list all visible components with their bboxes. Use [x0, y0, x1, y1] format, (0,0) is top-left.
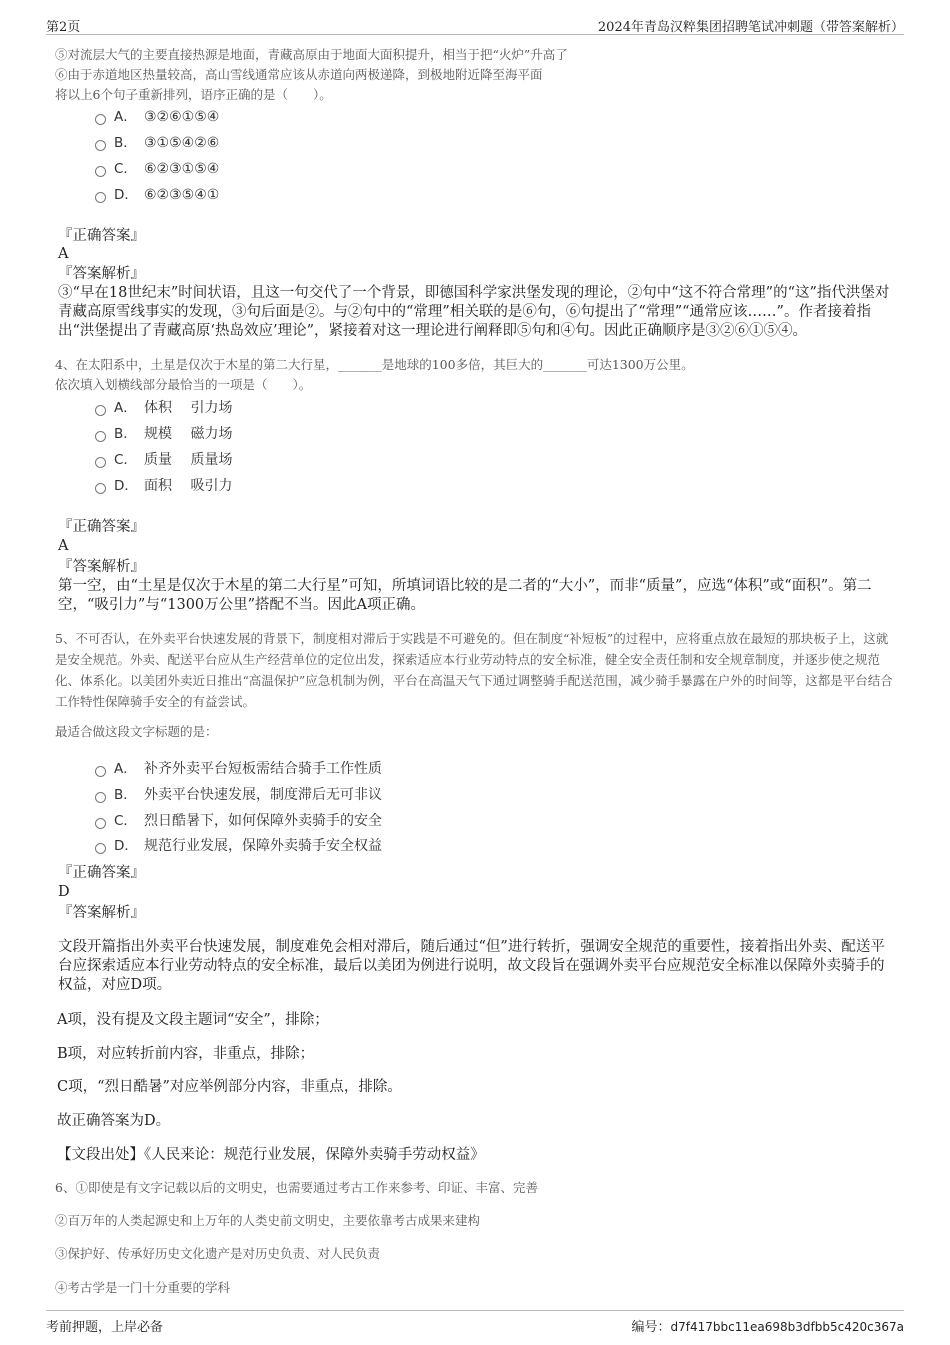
q5-answer-label: 『正确答案』 — [58, 865, 145, 881]
q5-option-c[interactable]: C． 烈日酷暑下，如何保障外卖骑手的安全 — [95, 811, 382, 831]
q4-option-c[interactable]: C． 质量 质量场 — [95, 450, 232, 470]
radio-icon[interactable] — [95, 405, 106, 416]
radio-icon[interactable] — [95, 483, 106, 494]
q5-conclusion: 故正确答案为D。 — [57, 1113, 171, 1129]
radio-icon[interactable] — [95, 166, 106, 177]
q5-analysis: 文段开篇指出外卖平台快速发展，制度难免会相对滞后，随后通过“但”进行转折，强调安全规范的重要性，接着指出外卖、配送平台应探索适应本行业劳动特点的安全标准，最后以美团为例进行说明，故文段旨在强调外卖平台应规范安全标准以保障外卖骑手的权益，对应D项。 — [58, 939, 885, 993]
q3-option-d[interactable]: D． ⑥②③⑤④① — [95, 185, 219, 205]
radio-icon[interactable] — [95, 114, 106, 125]
radio-icon[interactable] — [95, 431, 106, 442]
q4-analysis: 第一空，由“土星是仅次于木星的第二大行星”可知，所填词语比较的是二者的“大小”，而非“质量”，应选“体积”或“面积”。第二空，“吸引力”与“1300万公里”搭配不当。因此A项正确。 — [58, 578, 872, 613]
page-header — [46, 14, 904, 35]
q3-answer-label: 『正确答案』 — [58, 228, 145, 244]
radio-icon[interactable] — [95, 457, 106, 468]
radio-icon[interactable] — [95, 792, 106, 803]
q5-passage: 5、不可否认，在外卖平台快速发展的背景下，制度相对滞后于实践是不可避免的。但在制度“补短板”的过程中，应将重点放在最短的那块板子上，这就是安全规范。外卖、配送平台应从生产经营单位的定位出发，探索适应本行业劳动特点的安全标准，健全安全责任制和安全规章制度，并逐步使之规范化、体系化。以美团外卖近日推出“高温保护”应急机制为例，平台在高温天气下通过调整骑手配送范围，减少骑手暴露在户外的时间等，这都是平台结合工作特性保障骑手安全的有益尝试。 — [55, 631, 893, 709]
q5-note-b: B项，对应转折前内容，非重点，排除； — [57, 1046, 315, 1062]
q4-answer-label: 『正确答案』 — [58, 519, 145, 535]
radio-icon[interactable] — [95, 766, 106, 777]
document-code — [632, 1316, 904, 1335]
q3-question: 将以上6个句子重新排列，语序正确的是（ ）。 — [55, 87, 332, 102]
q5-analysis-label: 『答案解析』 — [58, 905, 145, 921]
q6-sentence-4: ④考古学是一门十分重要的学科 — [55, 1280, 231, 1295]
code-label: 编号： — [631, 1320, 671, 1335]
q6-sentence-1: 6、①即使是有文字记载以后的文明史，也需要通过考古工作来参考、印证、丰富、完善 — [55, 1180, 538, 1195]
radio-icon[interactable] — [95, 192, 106, 203]
q4-option-d[interactable]: D． 面积 吸引力 — [95, 476, 232, 496]
sentence-5: ⑤对流层大气的主要直接热源是地面，青藏高原由于地面大面积提升，相当于把“火炉”升高了 — [55, 47, 568, 62]
q5-answer: D — [58, 884, 70, 900]
q4-question: 4、在太阳系中，土星是仅次于木星的第二大行星，_______是地球的100多倍，其巨大的_______可达1300万公里。 — [55, 357, 694, 372]
page-footer — [46, 1310, 904, 1335]
q3-option-c[interactable]: C． ⑥②③①⑤④ — [95, 159, 219, 179]
q5-option-d[interactable]: D． 规范行业发展，保障外卖骑手安全权益 — [95, 836, 382, 856]
q5-question: 最适合做这段文字标题的是： — [55, 724, 218, 739]
q6-sentence-2: ②百万年的人类起源史和上万年的人类史前文明史，主要依靠考古成果来建构 — [55, 1213, 481, 1228]
page-number: 第2页 — [46, 20, 81, 35]
q3-option-b[interactable]: B． ③①⑤④②⑥ — [95, 133, 219, 153]
q5-option-b[interactable]: B． 外卖平台快速发展，制度滞后无可非议 — [95, 785, 382, 805]
code-value: d7f417bbc11ea698b3dfbb5c420c367a — [670, 1320, 904, 1334]
q4-instruction: 依次填入划横线部分最恰当的一项是（ ）。 — [55, 377, 312, 392]
q6-sentence-3: ③保护好、传承好历史文化遗产是对历史负责、对人民负责 — [55, 1246, 381, 1261]
radio-icon[interactable] — [95, 843, 106, 854]
q4-option-a[interactable]: A． 体积 引力场 — [95, 398, 232, 418]
q4-option-b[interactable]: B． 规模 磁力场 — [95, 424, 232, 444]
document-title: 2024年青岛汉粹集团招聘笔试冲刺题（带答案解析） — [597, 20, 904, 35]
footer-slogan: 考前押题，上岸必备 — [46, 1320, 164, 1335]
q4-analysis-label: 『答案解析』 — [58, 559, 145, 575]
q5-note-c: C项，“烈日酷暑”对应举例部分内容，非重点，排除。 — [57, 1079, 402, 1095]
radio-icon[interactable] — [95, 140, 106, 151]
q4-answer: A — [58, 538, 69, 554]
q3-analysis: ③“早在18世纪末”时间状语，且这一句交代了一个背景，即德国科学家洪堡发现的理论，②句中“这不符合常理”的“这”指代洪堡对青藏高原雪线事实的发现，③句后面是②。与②句中的“常理”相关联的是⑥句，⑥句提出了“常理”“通常应该……”。作者接着指出“洪堡提出了青藏高原‘热岛效应’理论”，紧接着对这一理论进行阐释即⑤句和④句。因此正确顺序是③②⑥①⑤④。 — [58, 285, 890, 339]
sentence-6: ⑥由于赤道地区热量较高，高山雪线通常应该从赤道向两极递降，到极地附近降至海平面 — [55, 67, 543, 82]
q5-option-a[interactable]: A． 补齐外卖平台短板需结合骑手工作性质 — [95, 759, 382, 779]
q3-option-a[interactable]: A． ③②⑥①⑤④ — [95, 107, 219, 127]
q5-source: 【文段出处】《人民来论：规范行业发展，保障外卖骑手劳动权益》 — [57, 1147, 485, 1163]
q3-analysis-label: 『答案解析』 — [58, 266, 145, 282]
q5-note-a: A项，没有提及文段主题词“安全”，排除； — [57, 1012, 329, 1028]
q3-answer: A — [58, 246, 69, 262]
radio-icon[interactable] — [95, 818, 106, 829]
